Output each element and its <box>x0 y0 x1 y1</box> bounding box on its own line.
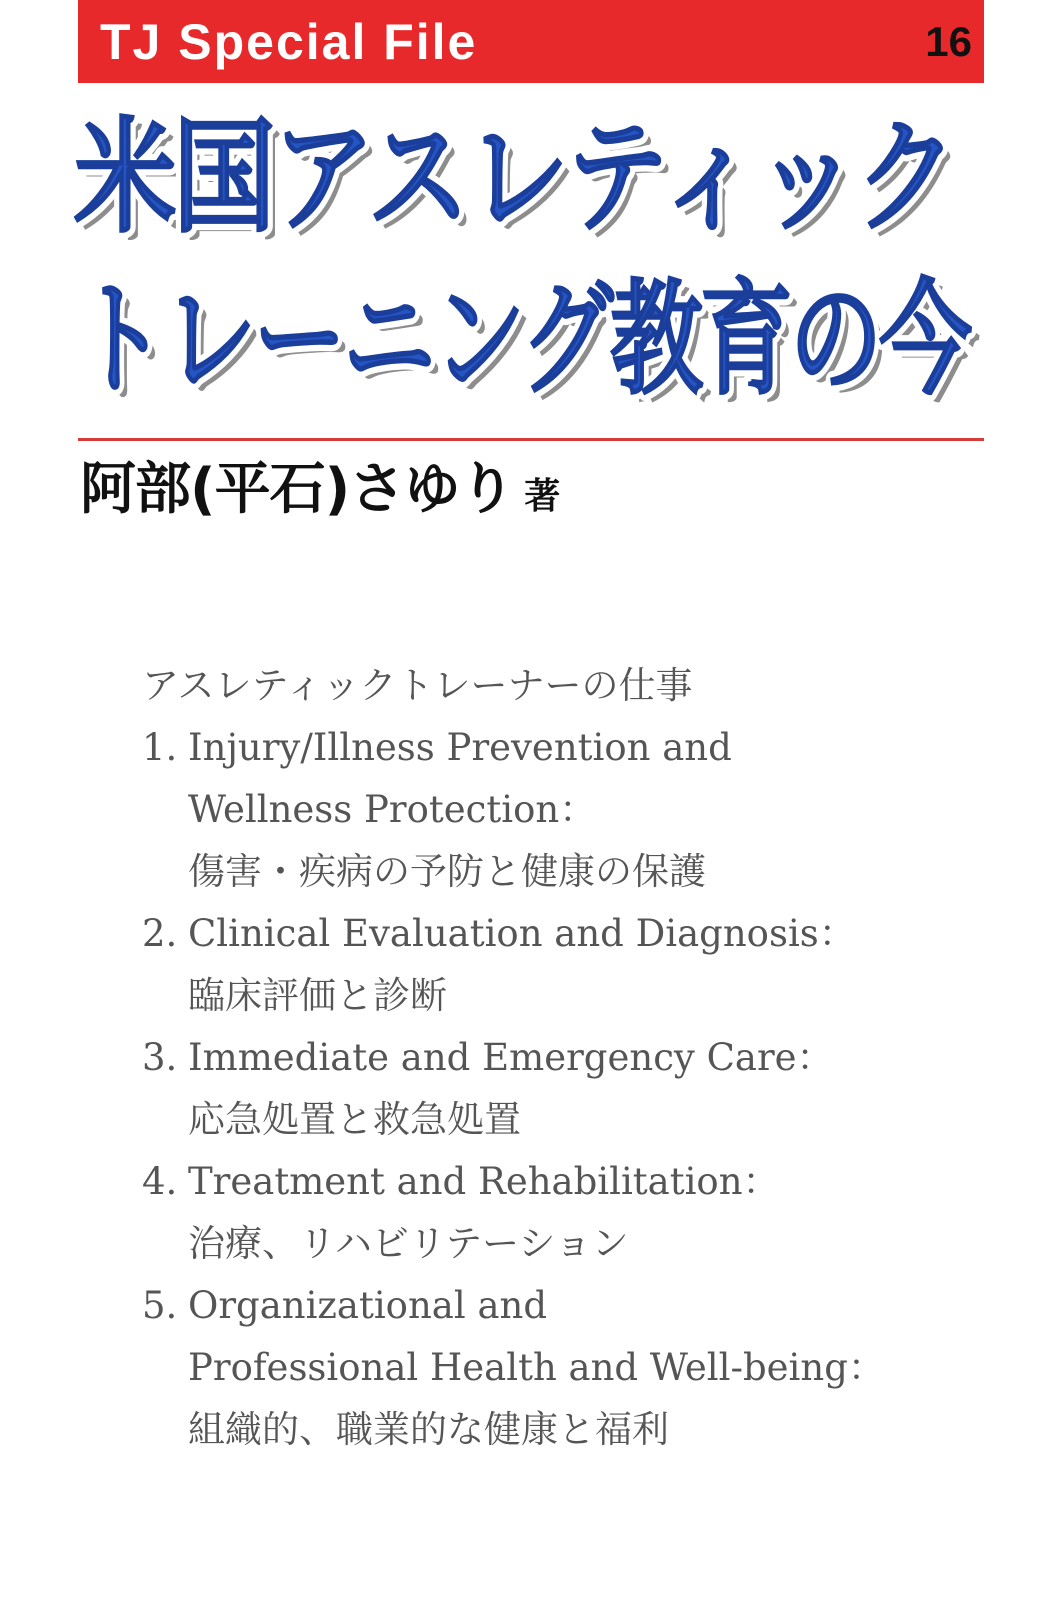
list-item <box>142 1027 1002 1151</box>
item-line: Professional Health and Well-being： <box>188 1346 885 1389</box>
item-line: Clinical Evaluation and Diagnosis： <box>188 912 856 955</box>
item-line: 臨床評価と診断 <box>188 974 447 1017</box>
book-title <box>66 100 996 430</box>
item-line: 治療、リハビリテーション <box>188 1222 629 1265</box>
series-banner <box>78 0 984 83</box>
item-number: 2. <box>142 912 178 955</box>
list-item <box>142 1151 1002 1275</box>
title-line-2: トレーニング教育の今 <box>74 268 972 412</box>
author-line <box>80 452 560 535</box>
item-number: 1. <box>142 726 178 769</box>
title-divider <box>78 438 984 441</box>
series-number: 16 <box>925 18 972 65</box>
item-number: 4. <box>142 1160 178 1203</box>
title-line-2-outline: トレーニング教育の今 <box>74 268 972 412</box>
item-line: Organizational and <box>188 1284 548 1327</box>
title-line-1-shadow: 米国アスレティック <box>82 114 962 258</box>
title-line-2-shadow: トレーニング教育の今 <box>82 276 980 420</box>
contents-heading: アスレティックトレーナーの仕事 <box>142 664 693 707</box>
list-item <box>142 1275 1002 1461</box>
title-line-1: 米国アスレティック <box>74 106 954 250</box>
item-number: 5. <box>142 1284 178 1327</box>
list-item <box>142 717 1002 903</box>
item-line: Wellness Protection： <box>188 788 597 831</box>
title-line-1-outline: 米国アスレティック <box>74 106 954 250</box>
author-name: 阿部(平石)さゆり <box>80 457 515 522</box>
item-line: Injury/Illness Prevention and <box>188 726 732 769</box>
contents-block <box>142 655 1002 1461</box>
series-label: TJ Special File <box>100 14 478 70</box>
list-item <box>142 903 1002 1027</box>
item-line: 傷害・疾病の予防と健康の保護 <box>188 850 706 893</box>
item-number: 3. <box>142 1036 178 1079</box>
item-line: Immediate and Emergency Care： <box>188 1036 834 1079</box>
item-line: 応急処置と救急処置 <box>188 1098 521 1141</box>
author-role: 著 <box>524 476 561 517</box>
item-line: 組織的、職業的な健康と福利 <box>188 1408 669 1451</box>
item-line: Treatment and Rehabilitation： <box>188 1160 780 1203</box>
